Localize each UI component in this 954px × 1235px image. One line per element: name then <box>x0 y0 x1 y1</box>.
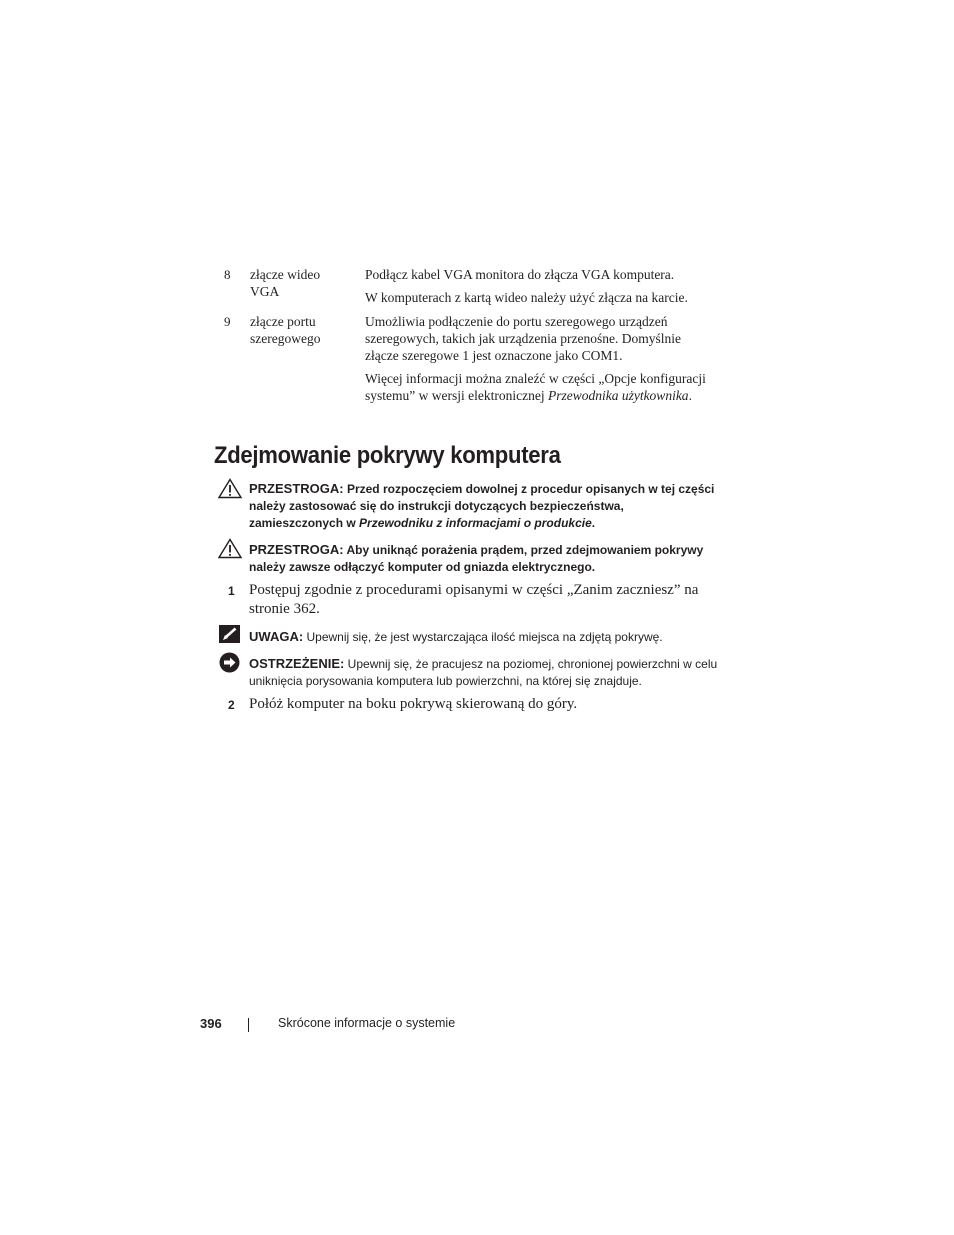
row-number: 8 <box>224 267 231 282</box>
caution-text: Przed rozpoczęciem dowolnej z procedur opisanych w tej części należy zastosować się do instrukcji dotyczących bezpieczeństwa, zamieszczonych w <box>249 482 715 530</box>
caution-guide-title: Przewodniku z informacjami o produkcie <box>359 516 592 530</box>
caution-label: PRZESTROGA: <box>249 481 344 496</box>
row-connector-name: złącze portu szeregowego <box>250 314 321 346</box>
section-title: Zdejmowanie pokrywy komputera <box>214 442 561 469</box>
note-text: Upewnij się, że jest wystarczająca ilość miejsca na zdjętą pokrywę. <box>303 630 663 644</box>
row-description-line: Umożliwia podłączenie do portu szeregowego urządzeń szeregowych, takich jak urządzenia przenośne. Domyślnie złącze szeregowe 1 jest oznaczone jako COM1. <box>365 314 681 363</box>
warning-notice <box>249 655 719 690</box>
step-number: 1 <box>228 584 235 598</box>
caution-label: PRZESTROGA: <box>249 542 344 557</box>
caution-notice <box>249 541 719 576</box>
more-info-suffix: . <box>688 388 692 403</box>
page-number: 396 <box>200 1016 222 1031</box>
caution-notice <box>249 480 719 532</box>
guide-title: Przewodnika użytkownika <box>547 388 689 403</box>
notice-label: OSTRZEŻENIE: <box>249 656 345 671</box>
caution-text: Aby uniknąć porażenia prądem, przed zdejmowaniem pokrywy należy zawsze odłączyć komputer od gniazda elektrycznego. <box>249 543 704 574</box>
note-pencil-icon <box>219 625 240 643</box>
step-text: Postępuj zgodnie z procedurami opisanymi w części „Zanim zaczniesz” na stronie 362. <box>249 582 699 617</box>
warning-triangle-icon <box>218 538 242 559</box>
note-notice <box>249 628 729 646</box>
footer-separator <box>248 1018 249 1032</box>
row-description-line: W komputerach z kartą wideo należy użyć złącza na karcie. <box>365 290 688 305</box>
step-text: Połóż komputer na boku pokrywą skierowaną do góry. <box>249 696 578 712</box>
note-label: UWAGA: <box>249 629 304 644</box>
row-description <box>365 313 715 410</box>
warning-triangle-icon <box>218 478 242 499</box>
row-description-more <box>365 370 715 404</box>
footer-section-title: Skrócone informacje o systemie <box>278 1016 456 1030</box>
arrow-circle-icon <box>219 652 240 673</box>
row-connector-name: złącze wideo VGA <box>250 267 321 299</box>
row-description-line: Podłącz kabel VGA monitora do złącza VGA komputera. <box>365 267 675 282</box>
caution-suffix: . <box>591 516 596 530</box>
more-info-text: Więcej informacji można znaleźć w części „Opcje konfiguracji systemu” w wersji elektronicznej <box>365 371 706 403</box>
row-number: 9 <box>224 314 231 329</box>
row-description <box>365 266 715 312</box>
notice-text: Upewnij się, że pracujesz na poziomej, chronionej powierzchni w celu uniknięcia porysowania komputera lub powierzchni, na której się znajduje. <box>249 657 718 688</box>
step-number: 2 <box>228 698 235 712</box>
